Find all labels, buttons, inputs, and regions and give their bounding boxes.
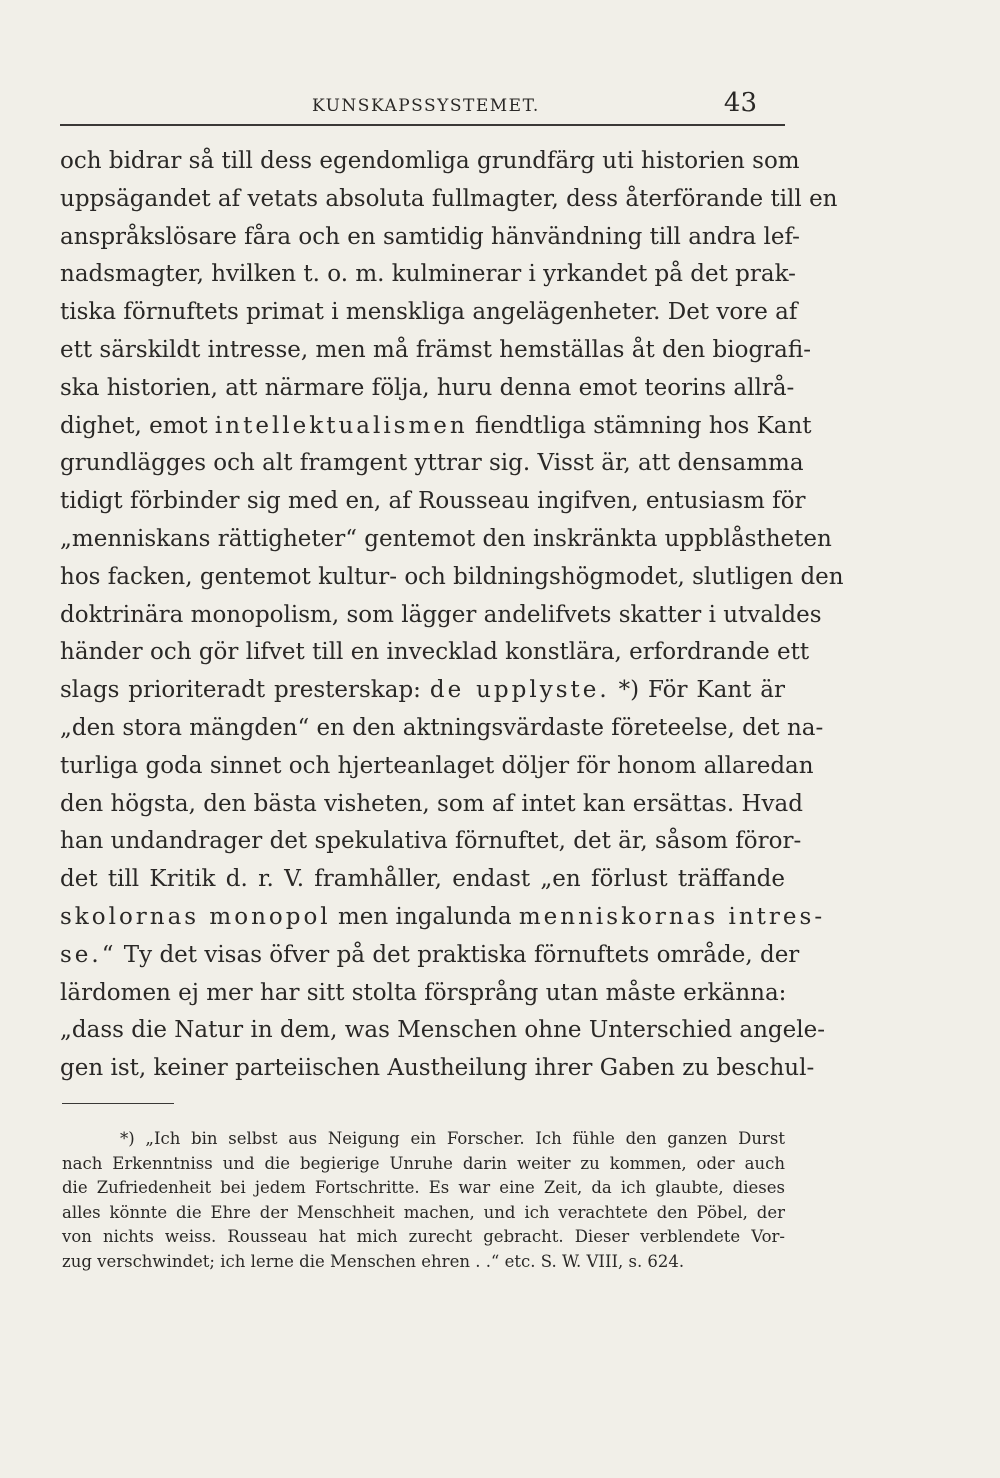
footnote-divider <box>62 1103 174 1104</box>
text-line: doktrinära monopolism, som lägger andelifvets skatter i utvaldes <box>60 601 822 628</box>
text-line: „dass die Natur in dem, was Menschen ohne Unterschied angele- <box>60 1017 825 1044</box>
page-number: 43 <box>723 88 757 118</box>
text-line: ett särskildt intresse, men må främst hemställas åt den biografi- <box>60 336 811 363</box>
footnote-line: von nichts weiss. Rousseau hat mich zurecht gebracht. Dieser verblendete Vor- <box>62 1227 785 1246</box>
text-line: det till Kritik d. r. V. framhåller, endast „en förlust träffande <box>60 866 785 893</box>
footnote-line: *) „Ich bin selbst aus Neigung ein Forscher. Ich fühle den ganzen Durst <box>120 1129 785 1148</box>
running-head: KUNSKAPSSYSTEMET. <box>312 96 540 116</box>
page-header <box>60 88 785 126</box>
text-line: tidigt förbinder sig med en, af Rousseau ingifven, entusiasm för <box>60 488 806 515</box>
text-line: skolornas monopol men ingalunda menniskornas intres- <box>60 903 826 930</box>
text-line: tiska förnuftets primat i menskliga angelägenheter. Det vore af <box>60 299 798 326</box>
emphasized-text: se.“ <box>60 941 117 968</box>
emphasized-text: skolornas monopol <box>60 903 331 930</box>
footnote-line: zug verschwindet; ich lerne die Menschen ehren . .“ etc. S. W. VIII, s. 624. <box>62 1251 685 1271</box>
text-line: och bidrar så till dess egendomliga grundfärg uti historien som <box>60 148 800 174</box>
text-line: händer och gör lifvet till en invecklad konstlära, erfordrande ett <box>60 639 810 666</box>
text-line: „den stora mängden“ en den aktningsvärdaste företeelse, det na- <box>60 714 824 741</box>
text-line: gen ist, keiner parteiischen Austheilung ihrer Gaben zu beschul- <box>60 1055 815 1082</box>
footnote <box>62 1127 785 1274</box>
text-line: hos facken, gentemot kultur- och bildningshögmodet, slutligen den <box>60 563 844 590</box>
text-line: uppsägandet af vetats absoluta fullmagter, dess återförande till en <box>60 185 838 212</box>
body-text <box>60 143 844 1088</box>
text-line: nadsmagter, hvilken t. o. m. kulminerar i yrkandet på det prak- <box>60 261 796 288</box>
text-line: han undandrager det spekulativa förnuftet, det är, såsom föror- <box>60 828 802 855</box>
footnote-line: nach Erkenntniss und die begierige Unruhe darin weiter zu kommen, oder auch <box>62 1153 785 1173</box>
text-line: turliga goda sinnet och hjerteanlaget döljer för honom allaredan <box>60 752 814 779</box>
text-line: se.“ Ty det visas öfver på det praktiska förnuftets område, der <box>60 941 800 968</box>
emphasized-text: de upplyste. <box>429 677 610 704</box>
footnote-line: alles könnte die Ehre der Menschheit machen, und ich verachtete den Pöbel, der <box>62 1202 785 1222</box>
text-line: „menniskans rättigheter“ gentemot den inskränkta uppblåstheten <box>60 525 832 552</box>
text-line: ska historien, att närmare följa, huru denna emot teorins allrå- <box>60 374 795 401</box>
emphasized-text: menniskornas intres- <box>518 903 826 930</box>
text-line: grundlägges och alt framgent yttrar sig. Visst är, att densamma <box>60 450 804 477</box>
text-line: slags prioriteradt presterskap: de upplyste. *) För Kant är <box>60 677 785 704</box>
text-line: lärdomen ej mer har sitt stolta försprång utan måste erkänna: <box>60 979 787 1006</box>
emphasized-text: intellektualismen <box>214 412 468 439</box>
text-line: anspråkslösare fåra och en samtidig hänvändning till andra lef- <box>60 223 800 250</box>
text-line: dighet, emot intellektualismen fiendtliga stämning hos Kant <box>60 412 812 439</box>
text-line: den högsta, den bästa visheten, som af intet kan ersättas. Hvad <box>60 790 803 817</box>
footnote-line: die Zufriedenheit bei jedem Fortschritte. Es war eine Zeit, da ich glaubte, dieses <box>62 1178 785 1197</box>
